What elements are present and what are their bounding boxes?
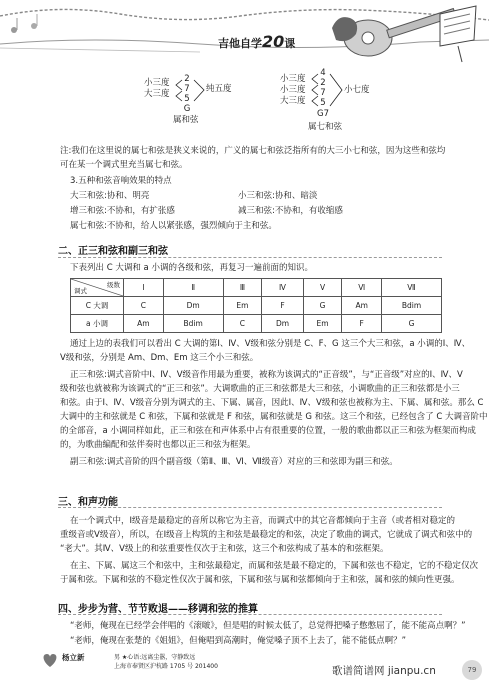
paragraph-line: 的全部音，a 小调同样如此，正三和弦在和声体系中占有很重要的位置，一般的歌曲都以正三和弦为框架而构成 [60, 426, 476, 436]
interval-label: 大三度 [280, 96, 306, 106]
section-heading: 二、正三和弦和副三和弦 [58, 246, 168, 257]
paragraph-line: 于属和弦。下属和弦的不稳定性仅次于属和弦，下属和弦与属和弦都倾向于主和弦，属和弦的倾向性更强。 [60, 575, 460, 585]
paragraph-line: 通过上边的表我们可以看出 C 大调的第Ⅰ、Ⅳ、Ⅴ级和弦分别是 C、F、G 这三个大三和弦，a 小调的Ⅰ、Ⅳ、 [70, 339, 471, 349]
dominant-chord-diagram [140, 74, 260, 134]
chord-symbol: G [183, 104, 191, 114]
interval-label: 小三度 [280, 85, 306, 95]
note-4: 4 [320, 68, 326, 78]
interval-label: 小三度 [280, 74, 306, 84]
chord-cell: Am [124, 315, 164, 333]
dialogue-line: “老师，俺现在已经学会伴唱的《滚啵》，但是唱的时候太低了，总觉得把嗓子憋憋屈了，能不能高点啊？” [70, 621, 466, 631]
note-line: 注:我们在这里说的属七和弦是狭义来说的，广义的属七和弦泛指所有的大三小七和弦，因为这些和弦均 [60, 146, 446, 156]
page-number: 79 [462, 660, 482, 680]
table-row [71, 315, 442, 333]
chord-cell: F [262, 297, 304, 315]
author-info: 男 ★心语:远离尘嚣，守静致远 [114, 654, 196, 661]
interval-result: 纯五度 [206, 84, 232, 94]
chord-cell: Em [223, 297, 262, 315]
paragraph-line: 的，为歌曲编配和弦伴奏时也都以正三和弦为框架。 [60, 440, 256, 450]
chord-cell: G [303, 297, 342, 315]
section-divider [58, 257, 442, 258]
diagram-caption: 属和弦 [173, 115, 199, 125]
watermark: 歌谱简谱网 jianpu.cn [332, 665, 436, 677]
section-heading: 四、步步为营、节节败退——移调和弦的推算 [58, 604, 258, 615]
chord-cell: Bdim [163, 315, 223, 333]
section-divider [58, 507, 442, 508]
note-5: 5 [184, 94, 190, 104]
chord-cell: Bdim [382, 297, 442, 315]
heart-icon [40, 650, 60, 670]
effect-item: 小三和弦:协和、暗淡 [238, 191, 318, 201]
diagram-caption: 属七和弦 [308, 122, 343, 132]
interval-label: 小三度 [144, 78, 170, 88]
author-address: 上海市奉贤区沪杭路 1705 号 201400 [114, 663, 218, 670]
effect-item: 减三和弦:不协和，有收缩感 [238, 206, 343, 216]
section-divider [58, 614, 442, 615]
book-title: 吉他自学20课 [218, 32, 296, 51]
chord-cell: Dm [262, 315, 304, 333]
author-name: 杨立新 [62, 653, 85, 662]
interval-label: 大三度 [144, 89, 170, 99]
key-cell: C 大调 [71, 297, 124, 315]
paragraph-line: 和弦。由于Ⅰ、Ⅳ、Ⅴ级音分别为调式的主、下属、属音，因此Ⅰ、Ⅳ、Ⅴ级和弦也被称为主、下属、属和弦。那么 C [60, 398, 484, 408]
degree-header: Ⅲ [223, 279, 262, 297]
paragraph-line: 副三和弦:调式音阶的四个副音级（第Ⅱ、Ⅲ、Ⅵ、Ⅶ级音）对应的三和弦即为副三和弦。 [70, 457, 398, 467]
degree-header: Ⅳ [262, 279, 304, 297]
chord-cell: Em [303, 315, 342, 333]
note-2: 2 [320, 78, 326, 88]
effect-item: 大三和弦:协和、明亮 [70, 191, 150, 201]
note-5: 5 [320, 98, 326, 108]
dialogue-line: “老师，俺现在张楚的《姐姐》，但俺唱到高潮时，俺觉嗓子顶不上去了，能不能低点啊？” [70, 636, 407, 646]
chord-cell: G [382, 315, 442, 333]
chord-symbol: G7 [317, 109, 329, 119]
degree-header: Ⅰ [124, 279, 164, 297]
chord-degree-table [70, 278, 442, 333]
chord-cell: F [342, 315, 382, 333]
paragraph-line: Ⅴ级和弦，分别是 Am、Dm、Em 这三个小三和弦。 [60, 353, 259, 363]
degree-header: Ⅶ [382, 279, 442, 297]
degree-header: Ⅴ [303, 279, 342, 297]
key-cell: a 小调 [71, 315, 124, 333]
interval-result: 小七度 [344, 85, 370, 95]
paragraph-line: 大调中的主和弦就是 C 和弦，下属和弦就是 F 和弦，属和弦就是 G 和弦。这三个和弦，已经包含了 C 大调音阶中 [60, 412, 488, 422]
paragraph-line: 在主、下属、属这三个和弦中，主和弦最稳定，而属和弦是最不稳定的，下属和弦也不稳定，它的不稳定仅次 [70, 561, 479, 571]
effect-item: 增三和弦:不协和，有扩张感 [70, 206, 175, 216]
table-corner-cell: 级数 调式 [71, 279, 124, 297]
note-line: 可在某一个调式里充当属七和弦。 [60, 160, 188, 170]
dominant-seventh-diagram [280, 68, 410, 138]
paragraph-line: 重级音或Ⅴ级音），所以，在Ⅰ级音上构筑的主和弦是最稳定的和弦，决定了歌曲的调式，它就成了调式和弦中的 [60, 530, 473, 540]
chord-cell: C [124, 297, 164, 315]
section-intro: 下表列出 C 大调和 a 小调的各级和弦，再复习一遍前面的知识。 [70, 263, 313, 273]
note-2: 2 [184, 74, 190, 84]
effects-title: 3.五种和弦音响效果的特点 [70, 176, 172, 186]
header-banner [0, 0, 489, 64]
chord-cell: Am [342, 297, 382, 315]
note-7: 7 [184, 84, 190, 94]
degree-header: Ⅵ [342, 279, 382, 297]
paragraph-line: 在一个调式中，Ⅰ级音是最稳定的音所以称它为主音，而调式中的其它音都倾向于主音（或者相对稳定的 [70, 516, 456, 526]
degree-header: Ⅱ [163, 279, 223, 297]
paragraph-line: 级和弦也就被称为该调式的“正三和弦”。大调歌曲的正三和弦都是大三和弦，小调歌曲的正三和弦都是小三 [60, 384, 460, 394]
section-heading: 三、和声功能 [58, 497, 118, 508]
chord-cell: Dm [163, 297, 223, 315]
paragraph-line: 正三和弦:调式音阶中Ⅰ、Ⅳ、Ⅴ级音作用最为重要，被称为该调式的“正音级”，与“正音级”对应的Ⅰ、Ⅳ、Ⅴ [70, 370, 463, 380]
note-7: 7 [320, 88, 326, 98]
chord-cell: C [223, 315, 262, 333]
table-row [71, 297, 442, 315]
table-header-row [71, 279, 442, 297]
paragraph-line: “老大”。其Ⅳ、Ⅴ级上的和弦重要性仅次于主和弦，这三个和弦构成了基本的和弦框架。 [60, 544, 389, 554]
effect-item: 属七和弦:不协和，给人以紧张感，强烈倾向于主和弦。 [70, 221, 277, 231]
